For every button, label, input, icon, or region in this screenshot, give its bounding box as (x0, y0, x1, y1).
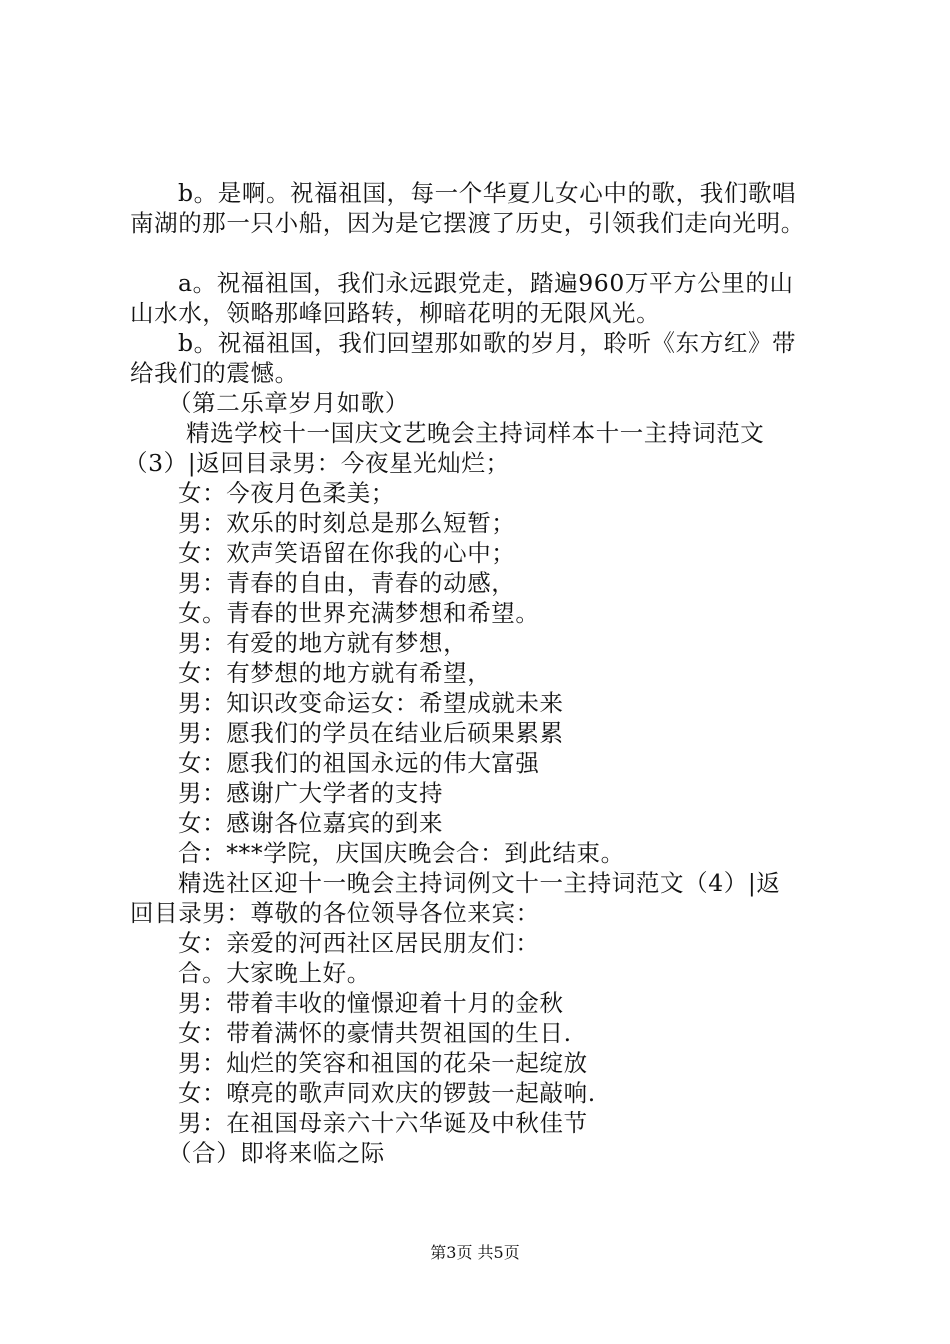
dialogue-line: 男：感谢广大学者的支持 (178, 779, 444, 807)
text-line: 给我们的震憾。 (130, 359, 299, 387)
dialogue-line: 男：知识改变命运女：希望成就未来 (178, 689, 564, 717)
dialogue-line: 女：感谢各位嘉宾的到来 (178, 809, 444, 837)
dialogue-line: 男：愿我们的学员在结业后硕果累累 (178, 719, 564, 747)
dialogue-line: 男：在祖国母亲六十六华诞及中秋佳节 (178, 1109, 588, 1137)
dialogue-line: 女：有梦想的地方就有希望， (178, 659, 492, 687)
text-line: b。是啊。祝福祖国，每一个华夏儿女心中的歌，我们歌唱 (178, 179, 797, 207)
dialogue-line: 合：***学院，庆国庆晚会合：到此结束。 (178, 839, 625, 867)
dialogue-line: 女：亲爱的河西社区居民朋友们： (178, 929, 540, 957)
dialogue-line: 女：嘹亮的歌声同欢庆的锣鼓一起敲响. (178, 1079, 596, 1107)
section-heading: （第二乐章岁月如歌） (168, 389, 409, 417)
dialogue-line: 男：有爱的地方就有梦想， (178, 629, 468, 657)
dialogue-line: 男：欢乐的时刻总是那么短暂； (178, 509, 516, 537)
dialogue-line: 男：灿烂的笑容和祖国的花朵一起绽放 (178, 1049, 588, 1077)
dialogue-line: 男：青春的自由，青春的动感， (178, 569, 516, 597)
text-line: b。祝福祖国，我们回望那如歌的岁月，聆听《东方红》带 (178, 329, 797, 357)
text-line: a。祝福祖国，我们永远跟党走，踏遍960万平方公里的山 (178, 269, 794, 297)
dialogue-line: 女：今夜月色柔美； (178, 479, 395, 507)
text-line: 精选社区迎十一晚会主持词例文十一主持词范文（4）|返 (178, 869, 781, 897)
text-line: （3）|返回目录男：今夜星光灿烂； (124, 449, 510, 477)
dialogue-line: （合）即将来临之际 (168, 1139, 385, 1167)
dialogue-line: 合。大家晚上好。 (178, 959, 371, 987)
dialogue-line: 女：带着满怀的豪情共贺祖国的生日. (178, 1019, 572, 1047)
dialogue-line: 男：带着丰收的憧憬迎着十月的金秋 (178, 989, 564, 1017)
dialogue-line: 女：愿我们的祖国永远的伟大富强 (178, 749, 540, 777)
dialogue-line: 女：欢声笑语留在你我的心中； (178, 539, 516, 567)
page-number-footer: 第3页 共5页 (430, 1243, 520, 1262)
dialogue-line: 女。青春的世界充满梦想和希望。 (178, 599, 540, 627)
text-line: 回目录男：尊敬的各位领导各位来宾： (130, 899, 540, 927)
text-line: 南湖的那一只小船，因为是它摆渡了历史，引领我们走向光明。 (130, 209, 805, 237)
text-line: 山水水，领略那峰回路转，柳暗花明的无限风光。 (130, 299, 661, 327)
text-line: 精选学校十一国庆文艺晚会主持词样本十一主持词范文 (186, 419, 765, 447)
